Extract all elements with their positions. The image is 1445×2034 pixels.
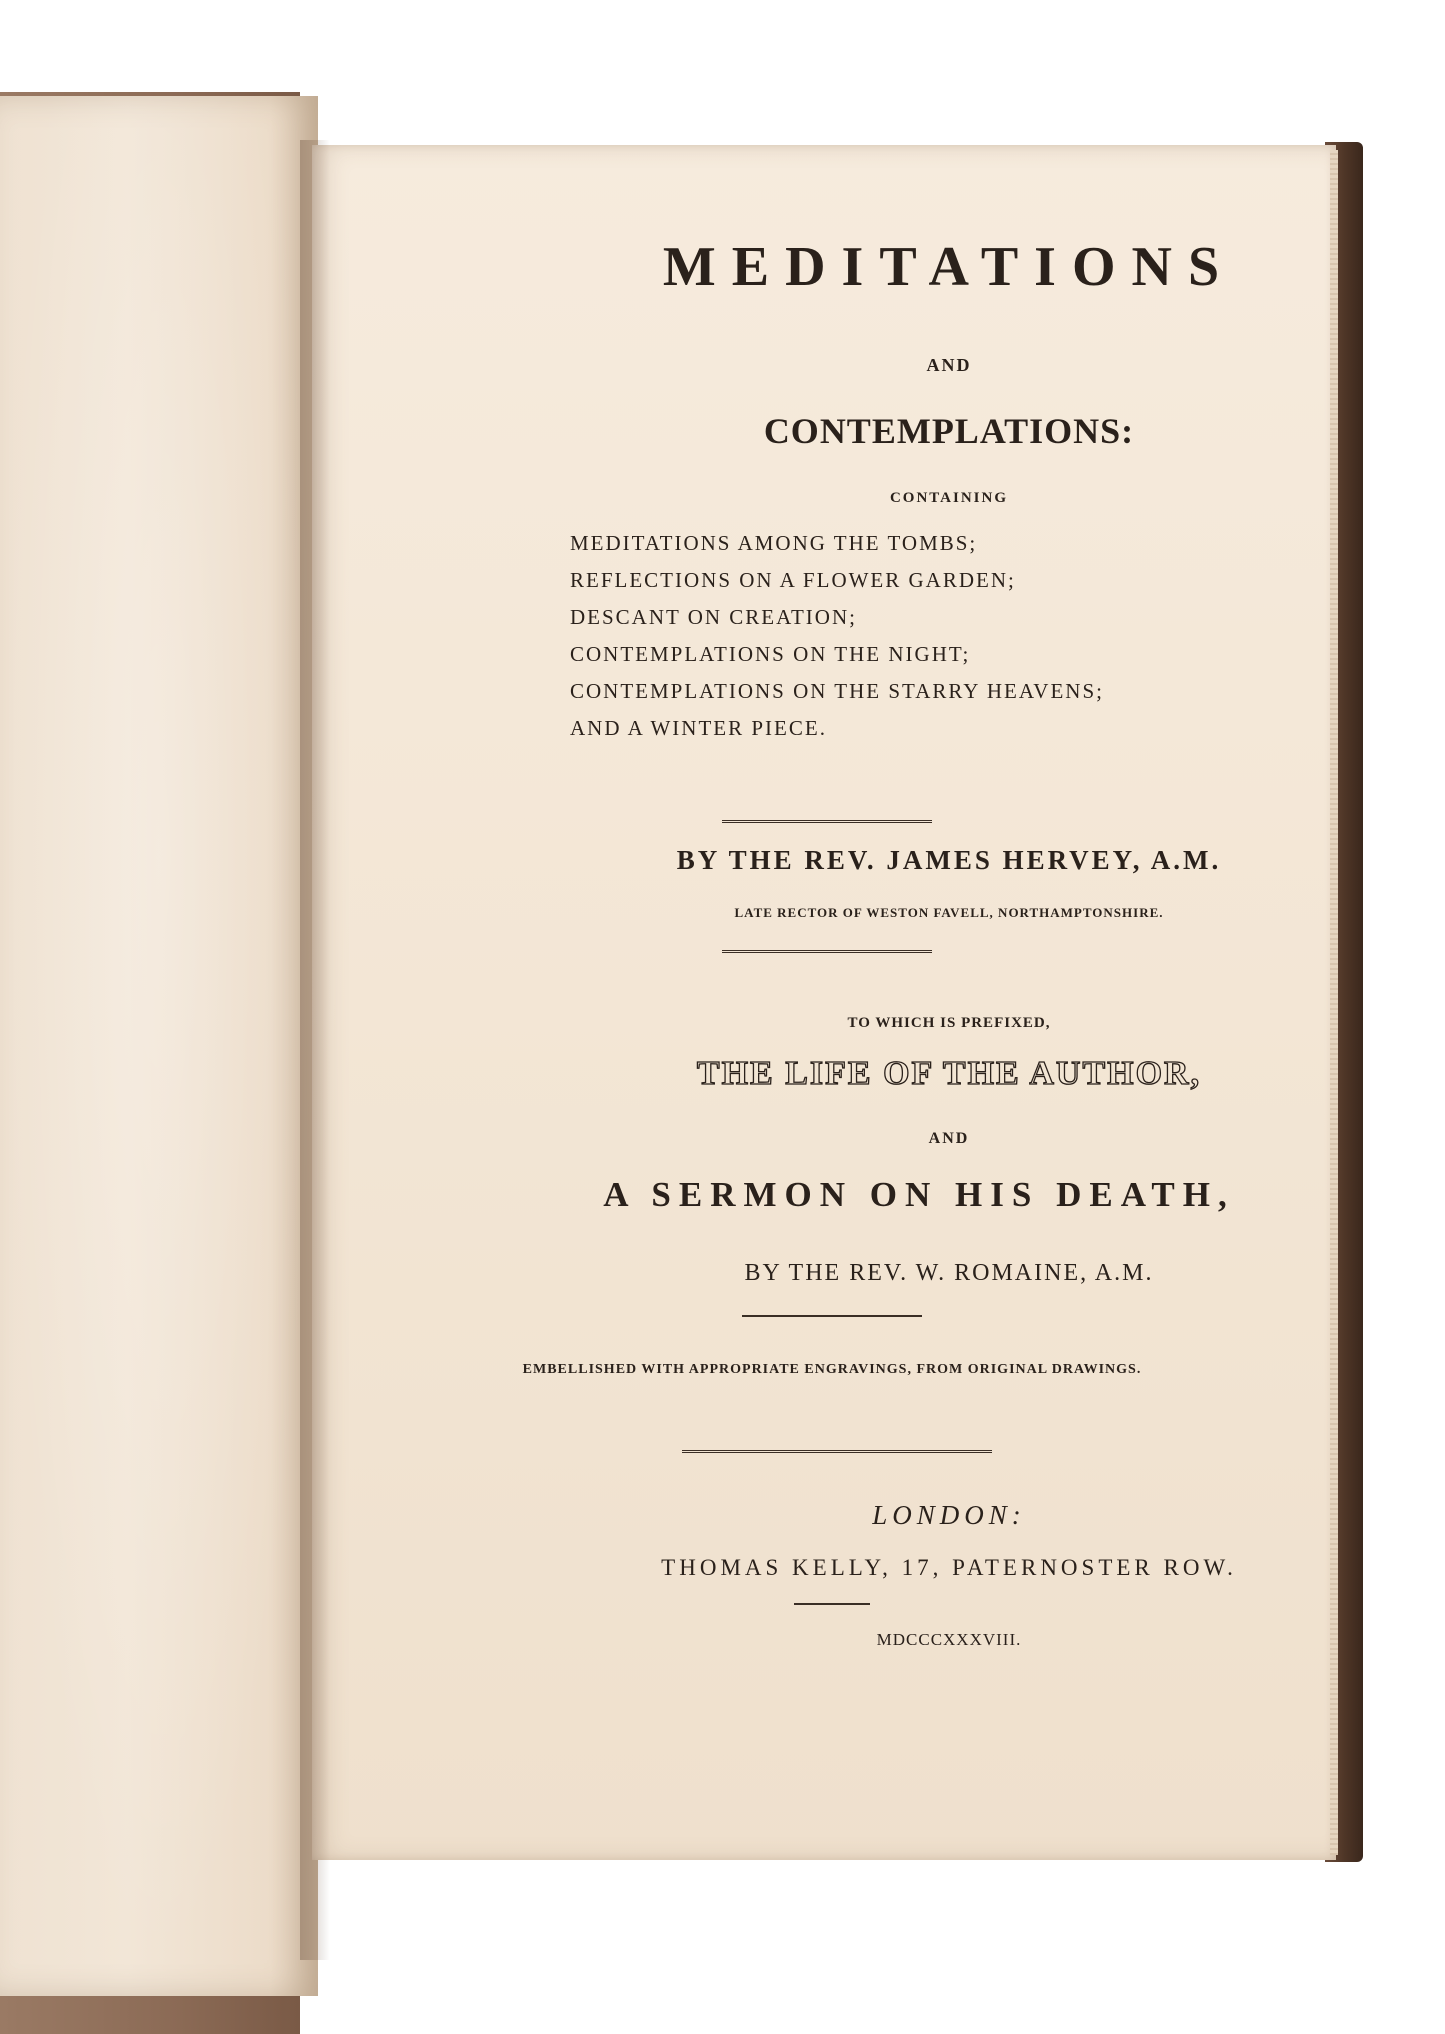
imprint-city: LONDON: [872, 1500, 1026, 1530]
left-page-shading [0, 96, 318, 1996]
embellished-note [502, 1355, 1162, 1385]
contents-item: CONTEMPLATIONS ON THE STARRY HEAVENS; [570, 679, 1104, 703]
life-of-author: THE LIFE OF THE AUTHOR, [696, 1055, 1202, 1092]
embellished-text: EMBELLISHED WITH APPROPRIATE ENGRAVINGS, FROM ORIGINAL DRAWINGS. [522, 1362, 1142, 1377]
contents-list [570, 525, 1104, 747]
divider-rule [722, 950, 932, 955]
contents-item: DESCANT ON CREATION; [570, 605, 857, 629]
contents-item: CONTEMPLATIONS ON THE NIGHT; [570, 642, 971, 666]
imprint-year: MDCCCXXXVIII. [876, 1630, 1022, 1649]
conjunction-and: AND [928, 1130, 970, 1147]
contents-item: MEDITATIONS AMONG THE TOMBS; [570, 531, 978, 555]
sermon-author: BY THE REV. W. ROMAINE, A.M. [744, 1260, 1154, 1286]
author-description: LATE RECTOR OF WESTON FAVELL, NORTHAMPTONSHIRE. [734, 905, 1164, 920]
book-title: MEDITATIONS [662, 236, 1236, 298]
divider-rule [682, 1450, 992, 1455]
sermon-title: A SERMON ON HIS DEATH, [603, 1175, 1235, 1214]
imprint-publisher: THOMAS KELLY, 17, PATERNOSTER ROW. [661, 1555, 1237, 1580]
prefixed-label: TO WHICH IS PREFIXED, [847, 1015, 1051, 1031]
book-subtitle: CONTEMPLATIONS: [763, 411, 1135, 451]
containing-label: CONTAINING [889, 490, 1009, 506]
contents-item: REFLECTIONS ON A FLOWER GARDEN; [570, 568, 1016, 592]
divider-rule [794, 1603, 870, 1605]
author-line: BY THE REV. JAMES HERVEY, A.M. [676, 845, 1222, 875]
divider-rule [722, 820, 932, 825]
conjunction-and: AND [926, 355, 972, 375]
title-page-text [312, 145, 1336, 1860]
divider-rule [742, 1315, 922, 1317]
contents-item: AND A WINTER PIECE. [570, 716, 827, 740]
